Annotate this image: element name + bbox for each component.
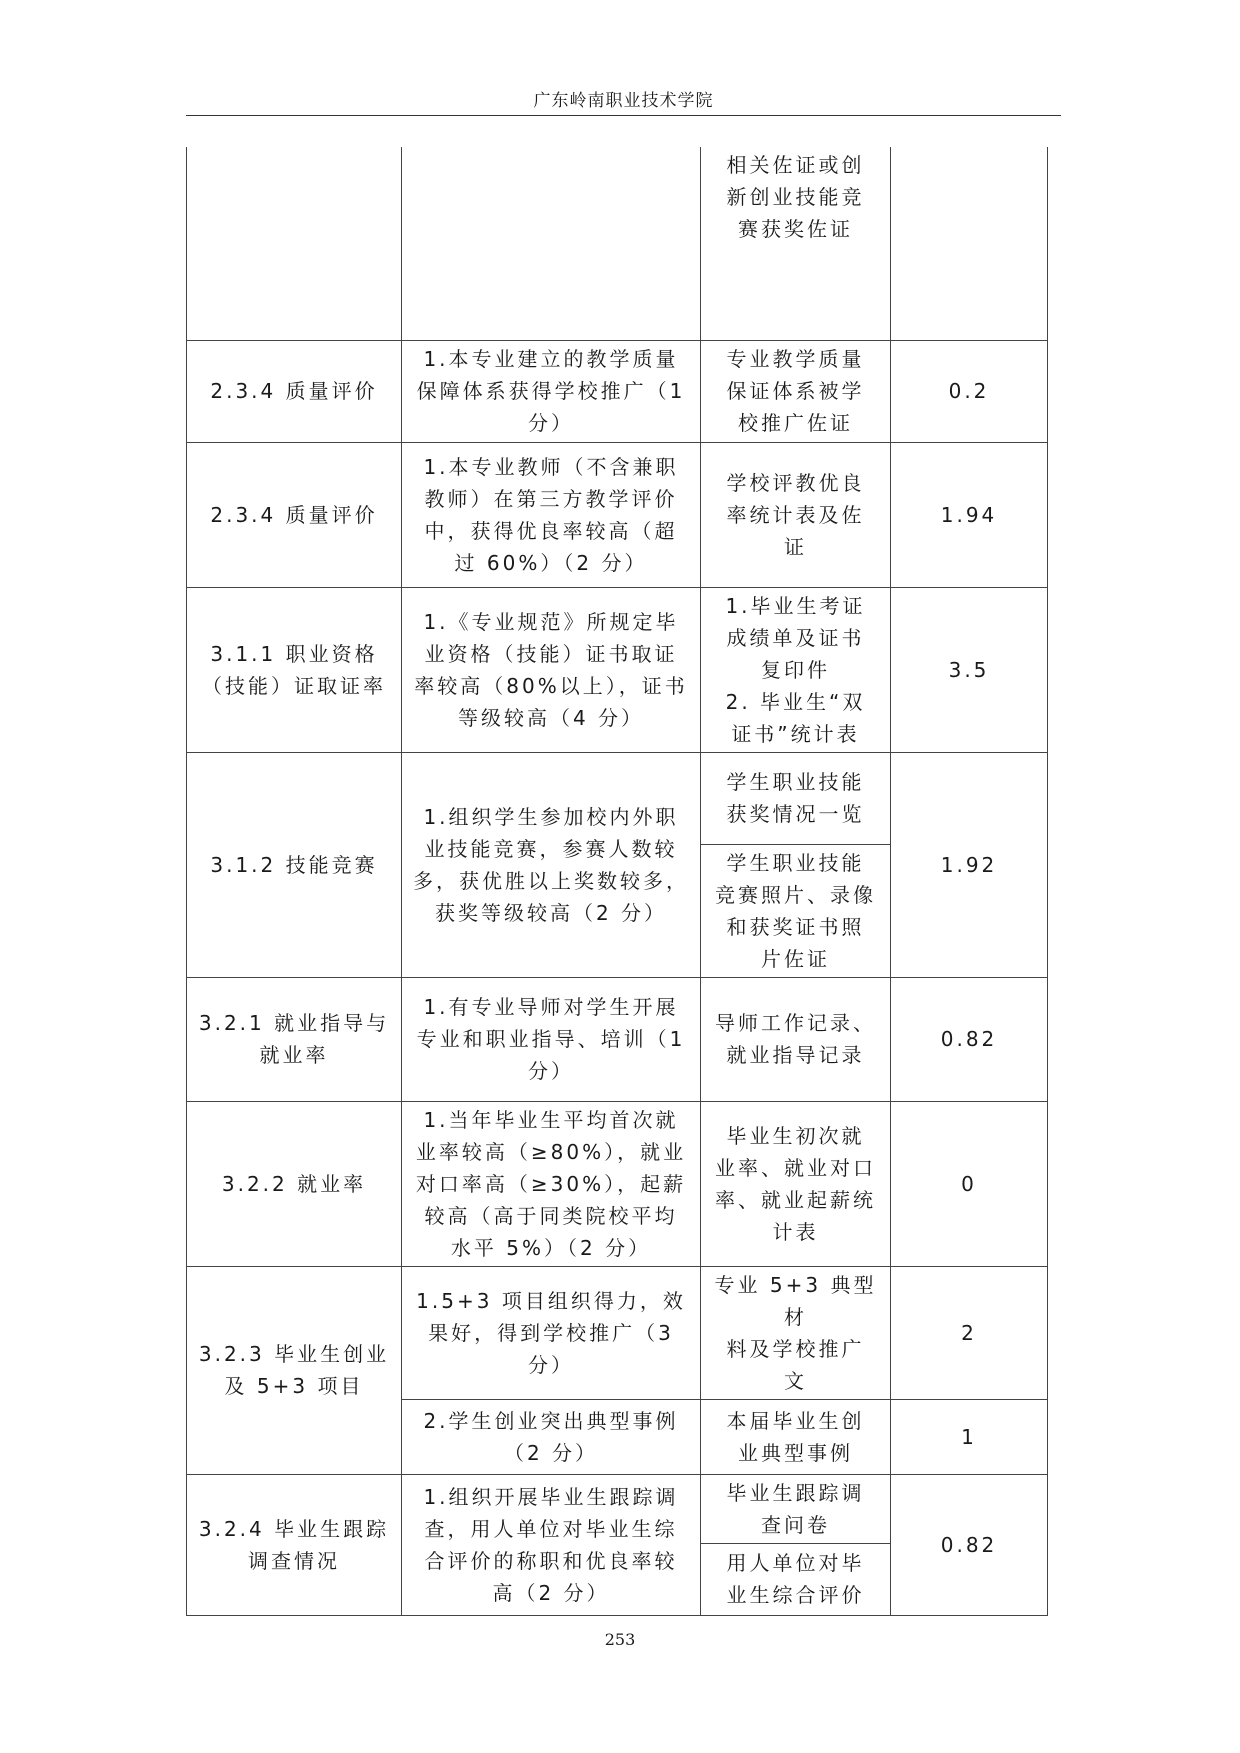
score-cell: 1.92 xyxy=(891,752,1048,977)
item-cell: 2.3.4 质量评价 xyxy=(187,340,402,442)
item-cell: 3.1.2 技能竞赛 xyxy=(187,752,402,977)
evidence-cell: 专业教学质量 保证体系被学 校推广佐证 xyxy=(701,340,891,442)
evidence-cell: 学校评教优良 率统计表及佐 证 xyxy=(701,442,891,587)
score-cell: 0.82 xyxy=(891,977,1048,1101)
score-cell: 3.5 xyxy=(891,587,1048,752)
header-divider xyxy=(186,115,1061,116)
score-cell: 0.2 xyxy=(891,340,1048,442)
criterion-cell: 2.学生创业突出典型事例 （2 分） xyxy=(402,1399,701,1474)
page-header: 广东岭南职业技术学院 xyxy=(533,91,714,111)
evidence-cell: 学生职业技能 获奖情况一览 xyxy=(701,752,891,844)
item-cell: 3.2.3 毕业生创业 及 5+3 项目 xyxy=(187,1266,402,1474)
page-number: 253 xyxy=(604,1630,636,1649)
table-row xyxy=(187,147,1048,340)
criterion-cell: 1.有专业导师对学生开展 专业和职业指导、培训（1 分） xyxy=(402,977,701,1101)
evidence-cell: 相关佐证或创 新创业技能竞 赛获奖佐证 xyxy=(701,147,891,340)
evidence-cell: 本届毕业生创 业典型事例 xyxy=(701,1399,891,1474)
table-row xyxy=(187,1474,1048,1543)
evidence-cell: 毕业生初次就 业率、就业对口 率、就业起薪统 计表 xyxy=(701,1101,891,1266)
score-cell: 0 xyxy=(891,1101,1048,1266)
criterion-cell: 1.本专业教师（不含兼职 教师）在第三方教学评价 中，获得优良率较高（超 过 60%）（2 分） xyxy=(402,442,701,587)
criterion-cell: 1.5+3 项目组织得力，效 果好，得到学校推广（3 分） xyxy=(402,1266,701,1399)
table-row xyxy=(187,977,1048,1101)
score-cell: 0.82 xyxy=(891,1474,1048,1615)
criterion-cell: 1.组织开展毕业生跟踪调 查，用人单位对毕业生综 合评价的称职和优良率较 高（2 分） xyxy=(402,1474,701,1615)
evidence-cell: 毕业生跟踪调 查问卷 xyxy=(701,1474,891,1543)
item-cell: 3.2.4 毕业生跟踪 调查情况 xyxy=(187,1474,402,1615)
table-row xyxy=(187,587,1048,752)
criterion-cell: 1.本专业建立的教学质量 保障体系获得学校推广（1 分） xyxy=(402,340,701,442)
score-cell: 1.94 xyxy=(891,442,1048,587)
evidence-cell: 1.毕业生考证 成绩单及证书 复印件 2. 毕业生“双 证书”统计表 xyxy=(701,587,891,752)
score-cell: 2 xyxy=(891,1266,1048,1399)
evidence-cell: 学生职业技能 竞赛照片、录像 和获奖证书照 片佐证 xyxy=(701,844,891,977)
item-cell: 3.1.1 职业资格 （技能）证取证率 xyxy=(187,587,402,752)
table-row xyxy=(187,752,1048,844)
evidence-cell: 用人单位对毕 业生综合评价 xyxy=(701,1543,891,1615)
evidence-cell: 专业 5+3 典型材 料及学校推广 文 xyxy=(701,1266,891,1399)
table-row xyxy=(187,1101,1048,1266)
criterion-cell xyxy=(402,147,701,340)
item-cell: 3.2.2 就业率 xyxy=(187,1101,402,1266)
table-row xyxy=(187,1266,1048,1399)
item-cell xyxy=(187,147,402,340)
item-cell: 3.2.1 就业指导与 就业率 xyxy=(187,977,402,1101)
evidence-cell: 导师工作记录、 就业指导记录 xyxy=(701,977,891,1101)
evaluation-table xyxy=(186,147,1048,1616)
table-row xyxy=(187,442,1048,587)
criterion-cell: 1.《专业规范》所规定毕 业资格（技能）证书取证 率较高（80%以上），证书 等级较高（4 分） xyxy=(402,587,701,752)
criterion-cell: 1.组织学生参加校内外职 业技能竞赛，参赛人数较 多，获优胜以上奖数较多， 获奖等级较高（2 分） xyxy=(402,752,701,977)
table-row xyxy=(187,340,1048,442)
score-cell: 1 xyxy=(891,1399,1048,1474)
criterion-cell: 1.当年毕业生平均首次就 业率较高（≥80%），就业 对口率高（≥30%），起薪 较高（高于同类院校平均 水平 5%）（2 分） xyxy=(402,1101,701,1266)
score-cell xyxy=(891,147,1048,340)
item-cell: 2.3.4 质量评价 xyxy=(187,442,402,587)
